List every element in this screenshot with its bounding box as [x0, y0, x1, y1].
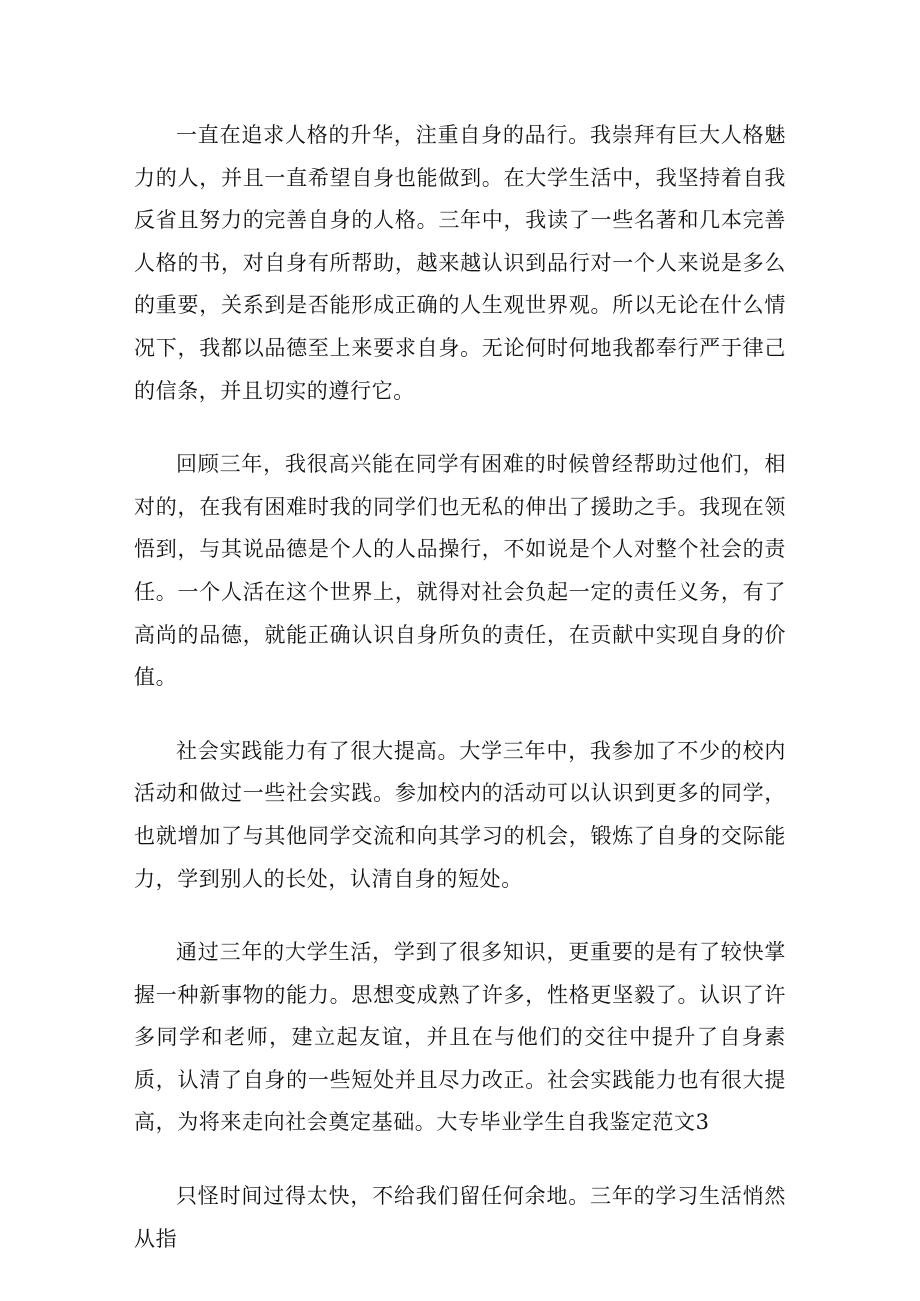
paragraph-4: 通过三年的大学生活，学到了很多知识，更重要的是有了较快掌握一种新事物的能力。思想变成熟了许多，性格更坚毅了。认识了许多同学和老师，建立起友谊，并且在与他们的交往中提升了自身素质，认清了自身的一些短处并且尽力改正。社会实践能力也有很大提高，为将来走向社会奠定基础。大专毕业学生自我鉴定范文3	[134, 940, 786, 1135]
document-body	[134, 114, 786, 1291]
paragraph-2: 回顾三年，我很高兴能在同学有困难的时候曾经帮助过他们，相对的，在我有困难时我的同学们也无私的伸出了援助之手。我现在领悟到，与其说品德是个人的人品操行，不如说是个人对整个社会的责任。一个人活在这个世界上，就得对社会负起一定的责任义务，有了高尚的品德，就能正确认识自身所负的责任，在贡献中实现自身的价值。	[134, 452, 786, 690]
paragraph-3: 社会实践能力有了很大提高。大学三年中，我参加了不少的校内活动和做过一些社会实践。参加校内的活动可以认识到更多的同学，也就增加了与其他同学交流和向其学习的机会，锻炼了自身的交际能力，学到别人的长处，认清自身的短处。	[134, 738, 786, 891]
paragraph-1: 一直在追求人格的升华，注重自身的品行。我崇拜有巨大人格魅力的人，并且一直希望自身也能做到。在大学生活中，我坚持着自我反省且努力的完善自身的人格。三年中，我读了一些名著和几本完善人格的书，对自身有所帮助，越来越认识到品行对一个人来说是多么的重要，关系到是否能形成正确的人生观世界观。所以无论在什么情况下，我都以品德至上来要求自身。无论何时何地我都奉行严于律己的信条，并且切实的遵行它。	[134, 123, 786, 403]
paragraph-5: 只怪时间过得太快，不给我们留任何余地。三年的学习生活悄然从指	[134, 1184, 786, 1251]
